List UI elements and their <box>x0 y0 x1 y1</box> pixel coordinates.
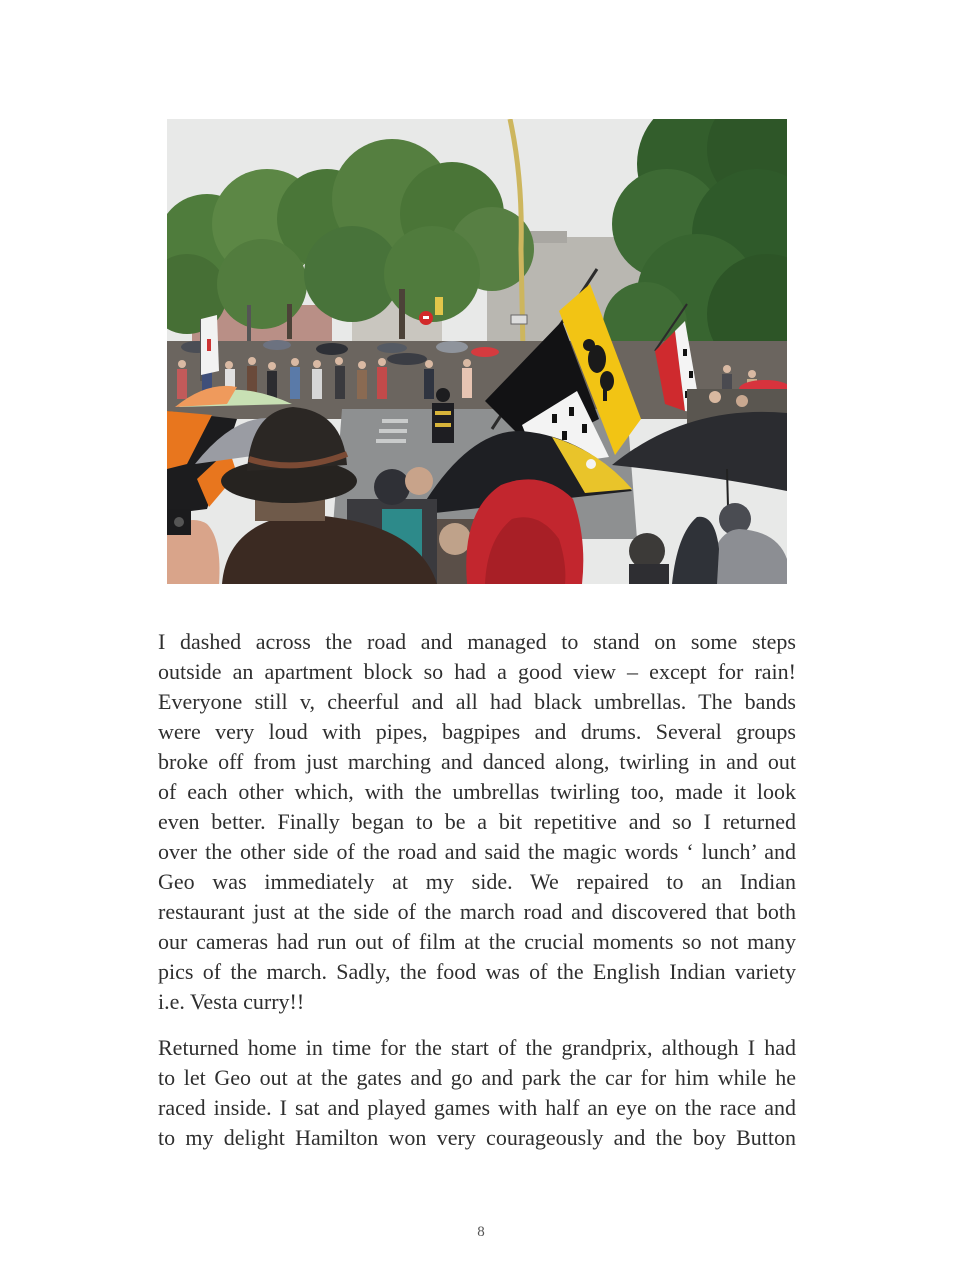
text-line: I dashed across the road and managed to stand on some steps <box>158 629 796 654</box>
text-line: to my delight Hamilton won very courageously and the boy Button <box>158 1125 796 1150</box>
paragraph-1 <box>158 627 796 1017</box>
text-line: even better. Finally began to be a bit repetitive and so I returned <box>158 809 796 834</box>
text-line: over the other side of the road and said the magic words ‘ lunch’ and <box>158 839 796 864</box>
text-line: of each other which, with the umbrellas twirling too, made it look <box>158 779 796 804</box>
body-text <box>158 627 796 1169</box>
text-line: raced inside. I sat and played games with half an eye on the race and <box>158 1095 796 1120</box>
page-number: 8 <box>477 1224 485 1240</box>
text-line: pics of the march. Sadly, the food was of the English Indian variety <box>158 959 796 984</box>
parade-photo <box>167 119 787 584</box>
text-line: outside an apartment block so had a good view – except for rain! <box>158 659 796 684</box>
text-line: Geo was immediately at my side. We repaired to an Indian <box>158 869 796 894</box>
text-line: to let Geo out at the gates and go and park the car for him while he <box>158 1065 796 1090</box>
small-flag-left <box>201 315 219 381</box>
text-line: i.e. Vesta curry!! <box>158 989 305 1014</box>
text-line: our cameras had run out of film at the crucial moments so not many <box>158 929 796 954</box>
text-line: Everyone still v, cheerful and all had black umbrellas. The bands <box>158 689 796 714</box>
text-line: were very loud with pipes, bagpipes and drums. Several groups <box>158 719 796 744</box>
text-line: Returned home in time for the start of the grandprix, although I had <box>158 1035 796 1060</box>
text-line: broke off from just marching and danced along, twirling in and out <box>158 749 796 774</box>
text-line: restaurant just at the side of the march road and discovered that both <box>158 899 796 924</box>
paragraph-2 <box>158 1033 796 1153</box>
